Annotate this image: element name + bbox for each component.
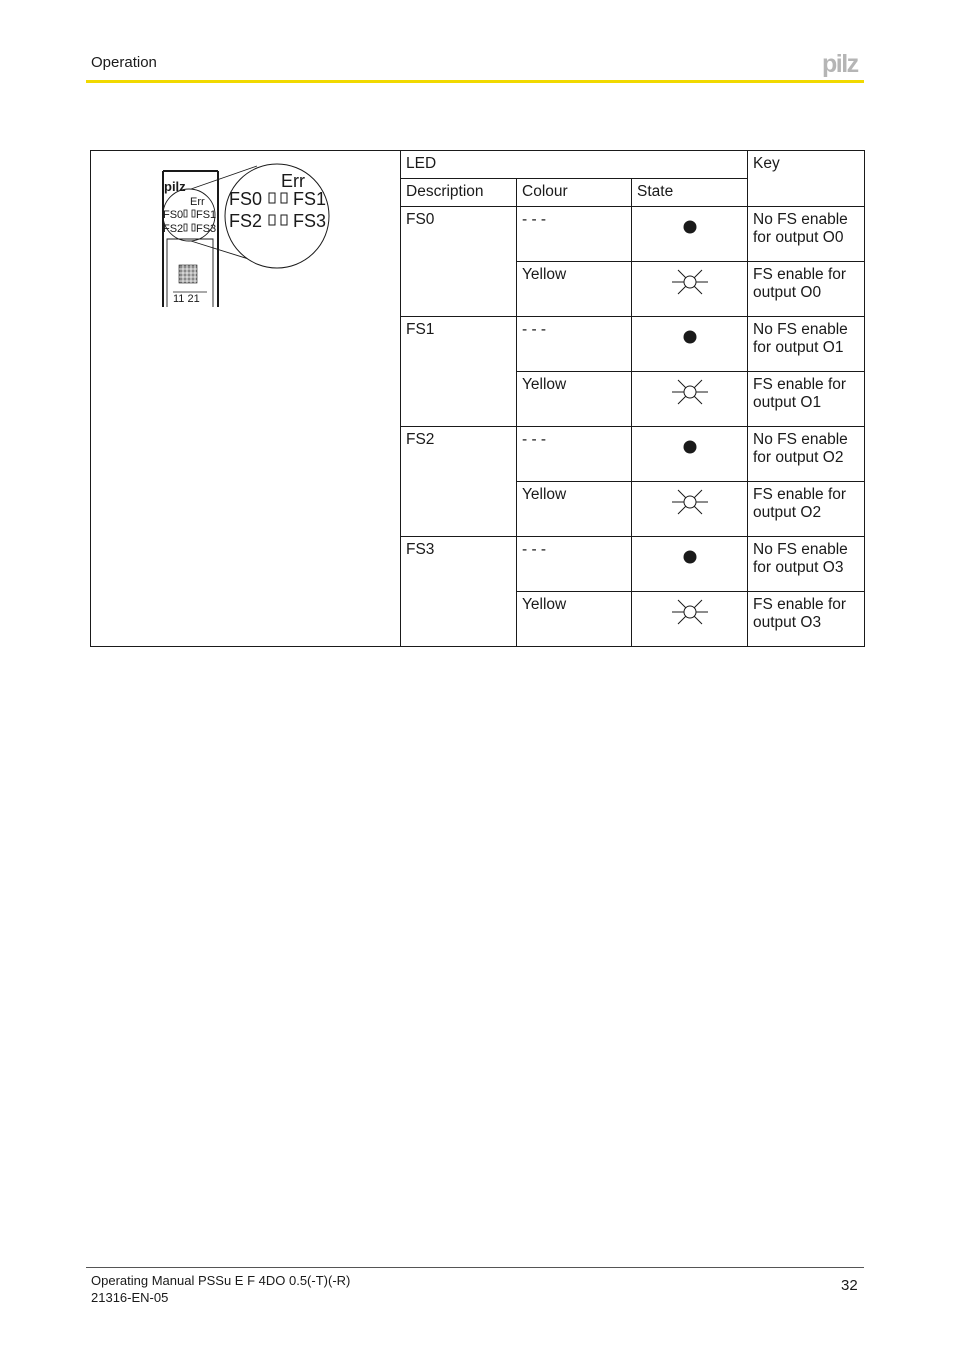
state-cell (632, 317, 748, 372)
state-cell (632, 537, 748, 592)
key-cell: No FS enable for output O3 (748, 537, 865, 592)
key-cell: No FS enable for output O2 (748, 427, 865, 482)
header-rule (86, 80, 864, 83)
svg-text:Err: Err (281, 171, 305, 191)
key-cell: FS enable for output O3 (748, 592, 865, 647)
key-cell: FS enable for output O0 (748, 262, 865, 317)
col-header-key: Key (748, 151, 865, 207)
footer-document-number: 21316-EN-05 (91, 1290, 169, 1305)
led-status-table (90, 150, 865, 647)
state-cell (632, 482, 748, 537)
led-name-cell: FS2 (401, 427, 517, 537)
svg-text:Err: Err (190, 196, 205, 208)
col-header-led: LED (401, 151, 748, 179)
svg-text:pilz: pilz (822, 50, 858, 78)
led-on-icon (670, 596, 710, 628)
led-on-icon (670, 376, 710, 408)
svg-text:FS1: FS1 (196, 209, 217, 221)
page-number: 32 (841, 1277, 858, 1294)
key-cell: No FS enable for output O1 (748, 317, 865, 372)
state-cell (632, 372, 748, 427)
led-name-cell: FS0 (401, 207, 517, 317)
colour-cell: - - - (517, 317, 632, 372)
colour-cell: Yellow (517, 262, 632, 317)
state-cell (632, 262, 748, 317)
led-off-icon (670, 321, 710, 353)
colour-cell: - - - (517, 537, 632, 592)
svg-text:FS0: FS0 (229, 189, 263, 209)
footer-document-title: Operating Manual PSSu E F 4DO 0.5(-T)(-R) (91, 1273, 351, 1288)
col-header-description: Description (401, 179, 517, 207)
svg-text:FS0: FS0 (163, 209, 184, 221)
svg-text:FS3: FS3 (293, 211, 327, 231)
led-on-icon (670, 266, 710, 298)
led-on-icon (670, 486, 710, 518)
colour-cell: Yellow (517, 482, 632, 537)
svg-text:FS3: FS3 (196, 223, 217, 235)
colour-cell: - - - (517, 207, 632, 262)
led-off-icon (670, 431, 710, 463)
pilz-logo (821, 50, 865, 78)
footer-rule (86, 1267, 864, 1268)
colour-cell: Yellow (517, 592, 632, 647)
key-cell: FS enable for output O1 (748, 372, 865, 427)
page-section-title: Operation (91, 54, 157, 71)
state-cell (632, 427, 748, 482)
led-name-cell: FS3 (401, 537, 517, 647)
svg-text:pilz: pilz (164, 179, 186, 194)
led-off-icon (670, 211, 710, 243)
key-cell: FS enable for output O2 (748, 482, 865, 537)
led-off-icon (670, 541, 710, 573)
col-header-state: State (632, 179, 748, 207)
state-cell (632, 592, 748, 647)
colour-cell: Yellow (517, 372, 632, 427)
table-header-row (91, 151, 865, 179)
key-cell: No FS enable for output O0 (748, 207, 865, 262)
svg-text:FS2: FS2 (163, 223, 184, 235)
colour-cell: - - - (517, 427, 632, 482)
col-header-colour: Colour (517, 179, 632, 207)
device-figure-cell (91, 151, 401, 647)
svg-text:11 21: 11 21 (173, 293, 200, 305)
state-cell (632, 207, 748, 262)
svg-text:FS1: FS1 (293, 189, 327, 209)
device-led-diagram (161, 157, 341, 307)
led-name-cell: FS1 (401, 317, 517, 427)
svg-text:FS2: FS2 (229, 211, 263, 231)
